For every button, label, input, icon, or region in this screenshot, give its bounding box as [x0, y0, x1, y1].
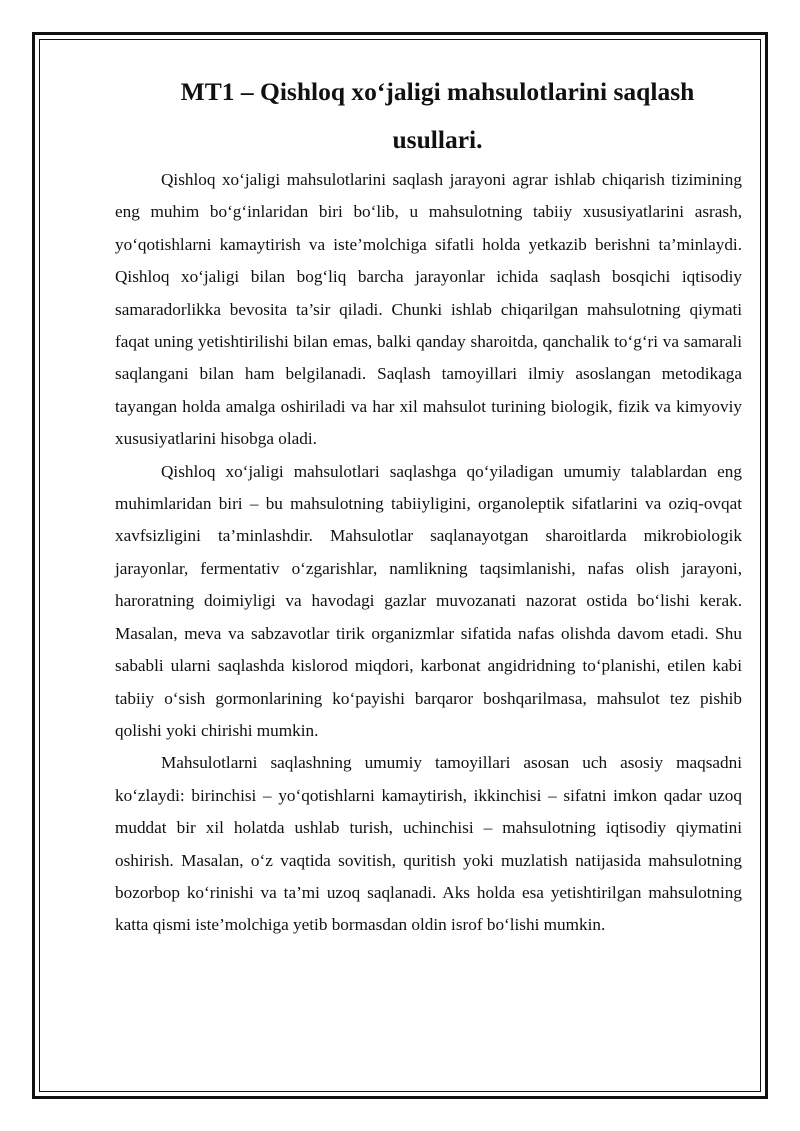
document-body	[115, 68, 742, 942]
paragraph-1: Qishloq xo‘jaligi mahsulotlarini saqlash jarayoni agrar ishlab chiqarish tizimining eng muhim bo‘g‘inlaridan biri bo‘lib, u mahsulotning tabiiy xususiyatlarini asrash, yo‘qotishlarni kamaytirish va iste’molchiga sifatli holda yetkazib berishni ta’minlaydi. Qishloq xo‘jaligi bilan bog‘liq barcha jarayonlar ichida saqlash bosqichi iqtisodiy samaradorlikka bevosita ta’sir qiladi. Chunki ishlab chiqarilgan mahsulotning qiymati faqat uning yetishtirilishi bilan emas, balki qanday sharoitda, qanchalik to‘g‘ri va samarali saqlangani bilan ham belgilanadi. Saqlash tamoyillari ilmiy asoslangan metodikaga tayangan holda amalga oshiriladi va har xil mahsulot turining biologik, fizik va kimyoviy xususiyatlarini hisobga oladi.	[115, 170, 742, 449]
document-title: MT1 – Qishloq xo‘jaligi mahsulotlarini saqlash usullari.	[180, 77, 695, 154]
paragraph-2: Qishloq xo‘jaligi mahsulotlari saqlashga qo‘yiladigan umumiy talablardan eng muhimlaridan biri – bu mahsulotning tabiiyligini, organoleptik sifatlarini va oziq-ovqat xavfsizligini ta’minlashdir. Mahsulotlar saqlanayotgan sharoitlarda mikrobiologik jarayonlar, fermentativ o‘zgarishlar, namlikning taqsimlanishi, nafas olish jarayoni, haroratning doimiyligi va havodagi gazlar muvozanati nazorat ostida bo‘lishi kerak. Masalan, meva va sabzavotlar tirik organizmlar sifatida nafas olishda davom etadi. Shu sababli ularni saqlashda kislorod miqdori, karbonat angidridning to‘planishi, etilen kabi tabiiy o‘sish gormonlarining ko‘payishi barqaror boshqarilmasa, mahsulot tez pishib qolishi yoki chirishi mumkin.	[115, 461, 742, 740]
paragraph-3: Mahsulotlarni saqlashning umumiy tamoyillari asosan uch asosiy maqsadni ko‘zlaydi: birinchisi – yo‘qotishlarni kamaytirish, ikkinchisi – sifatni imkon qadar uzoq muddat bir xil holatda ushlab turish, uchinchisi – mahsulotning iqtisodiy qiymatini oshirish. Masalan, o‘z vaqtida sovitish, quritish yoki muzlatish natijasida mahsulotning bozorbop ko‘rinishi va ta’mi uzoq saqlanadi. Aks holda esa yetishtirilgan mahsulotning katta qismi iste’molchiga yetib bormasdan oldin isrof bo‘lishi mumkin.	[115, 753, 742, 935]
